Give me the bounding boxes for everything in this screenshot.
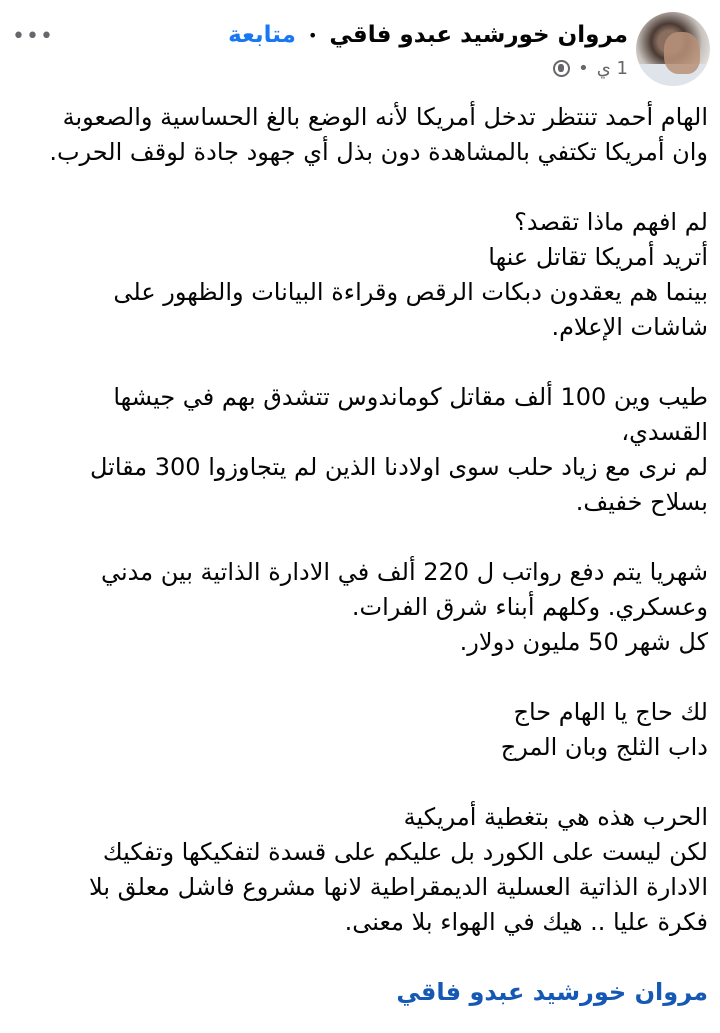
post-line: داب الثلج وبان المرج (500, 733, 708, 761)
post-header (0, 0, 720, 92)
post-text (8, 100, 708, 940)
post-line: الحرب هذه هي بتغطية أمريكية (403, 803, 708, 831)
post-line: القسدي، (621, 418, 708, 446)
post-line: الادارة الذاتية العسلية الديمقراطية لانها مشروع فاشل معلق بلا (89, 873, 708, 901)
post-line: أتريد أمريكا تقاتل عنها (488, 243, 708, 271)
post-line: فكرة عليا .. هيك في الهواء بلا معنى. (344, 908, 708, 936)
post-meta (553, 58, 628, 79)
post-line: بسلاح خفيف. (575, 488, 708, 516)
blank-line (8, 765, 708, 800)
post-line: طيب وين 100 ألف مقاتل كوماندوس تتشدق بهم في جيشها (113, 383, 708, 411)
blank-line (8, 520, 708, 555)
name-row (228, 22, 628, 48)
blank-line (8, 660, 708, 695)
post-line: لم نرى مع زياد حلب سوى اولادنا الذين لم يتجاوزوا 300 مقاتل (89, 453, 708, 481)
post-line: شهريا يتم دفع رواتب ل 220 ألف في الادارة الذاتية بين مدني (100, 558, 708, 586)
post-line: الهام أحمد تنتظر تدخل أمريكا لأنه الوضع بالغ الحساسية والصعوبة (62, 103, 708, 131)
post-line: كل شهر 50 مليون دولار. (459, 628, 708, 656)
post-line: وان أمريكا تكتفي بالمشاهدة دون بذل أي جهود جادة لوقف الحرب. (49, 138, 708, 166)
post-line: شاشات الإعلام. (551, 313, 708, 341)
more-options-button[interactable]: ••• (12, 24, 54, 49)
avatar[interactable] (636, 12, 710, 86)
blank-line (8, 170, 708, 205)
blank-line (8, 345, 708, 380)
post-line: لكن ليست على الكورد بل عليكم على قسدة لتفكيكها وتفكيك (102, 838, 708, 866)
post-line: لم افهم ماذا تقصد؟ (514, 208, 708, 236)
signature-link[interactable]: مروان خورشيد عبدو فاقي (396, 978, 708, 1006)
globe-icon (553, 60, 570, 77)
post-line: لك حاج يا الهام حاج (513, 698, 708, 726)
post-line: وعسكري. وكلهم أبناء شرق الفرات. (351, 593, 708, 621)
post-line: بينما هم يعقدون دبكات الرقص وقراءة البيانات والظهور على (113, 278, 708, 306)
separator-dot: • (307, 25, 318, 45)
follow-button[interactable]: متابعة (228, 22, 296, 48)
meta-separator: • (578, 58, 589, 79)
author-name[interactable]: مروان خورشيد عبدو فاقي (329, 22, 628, 48)
post-time[interactable]: 1 ي (596, 58, 628, 79)
